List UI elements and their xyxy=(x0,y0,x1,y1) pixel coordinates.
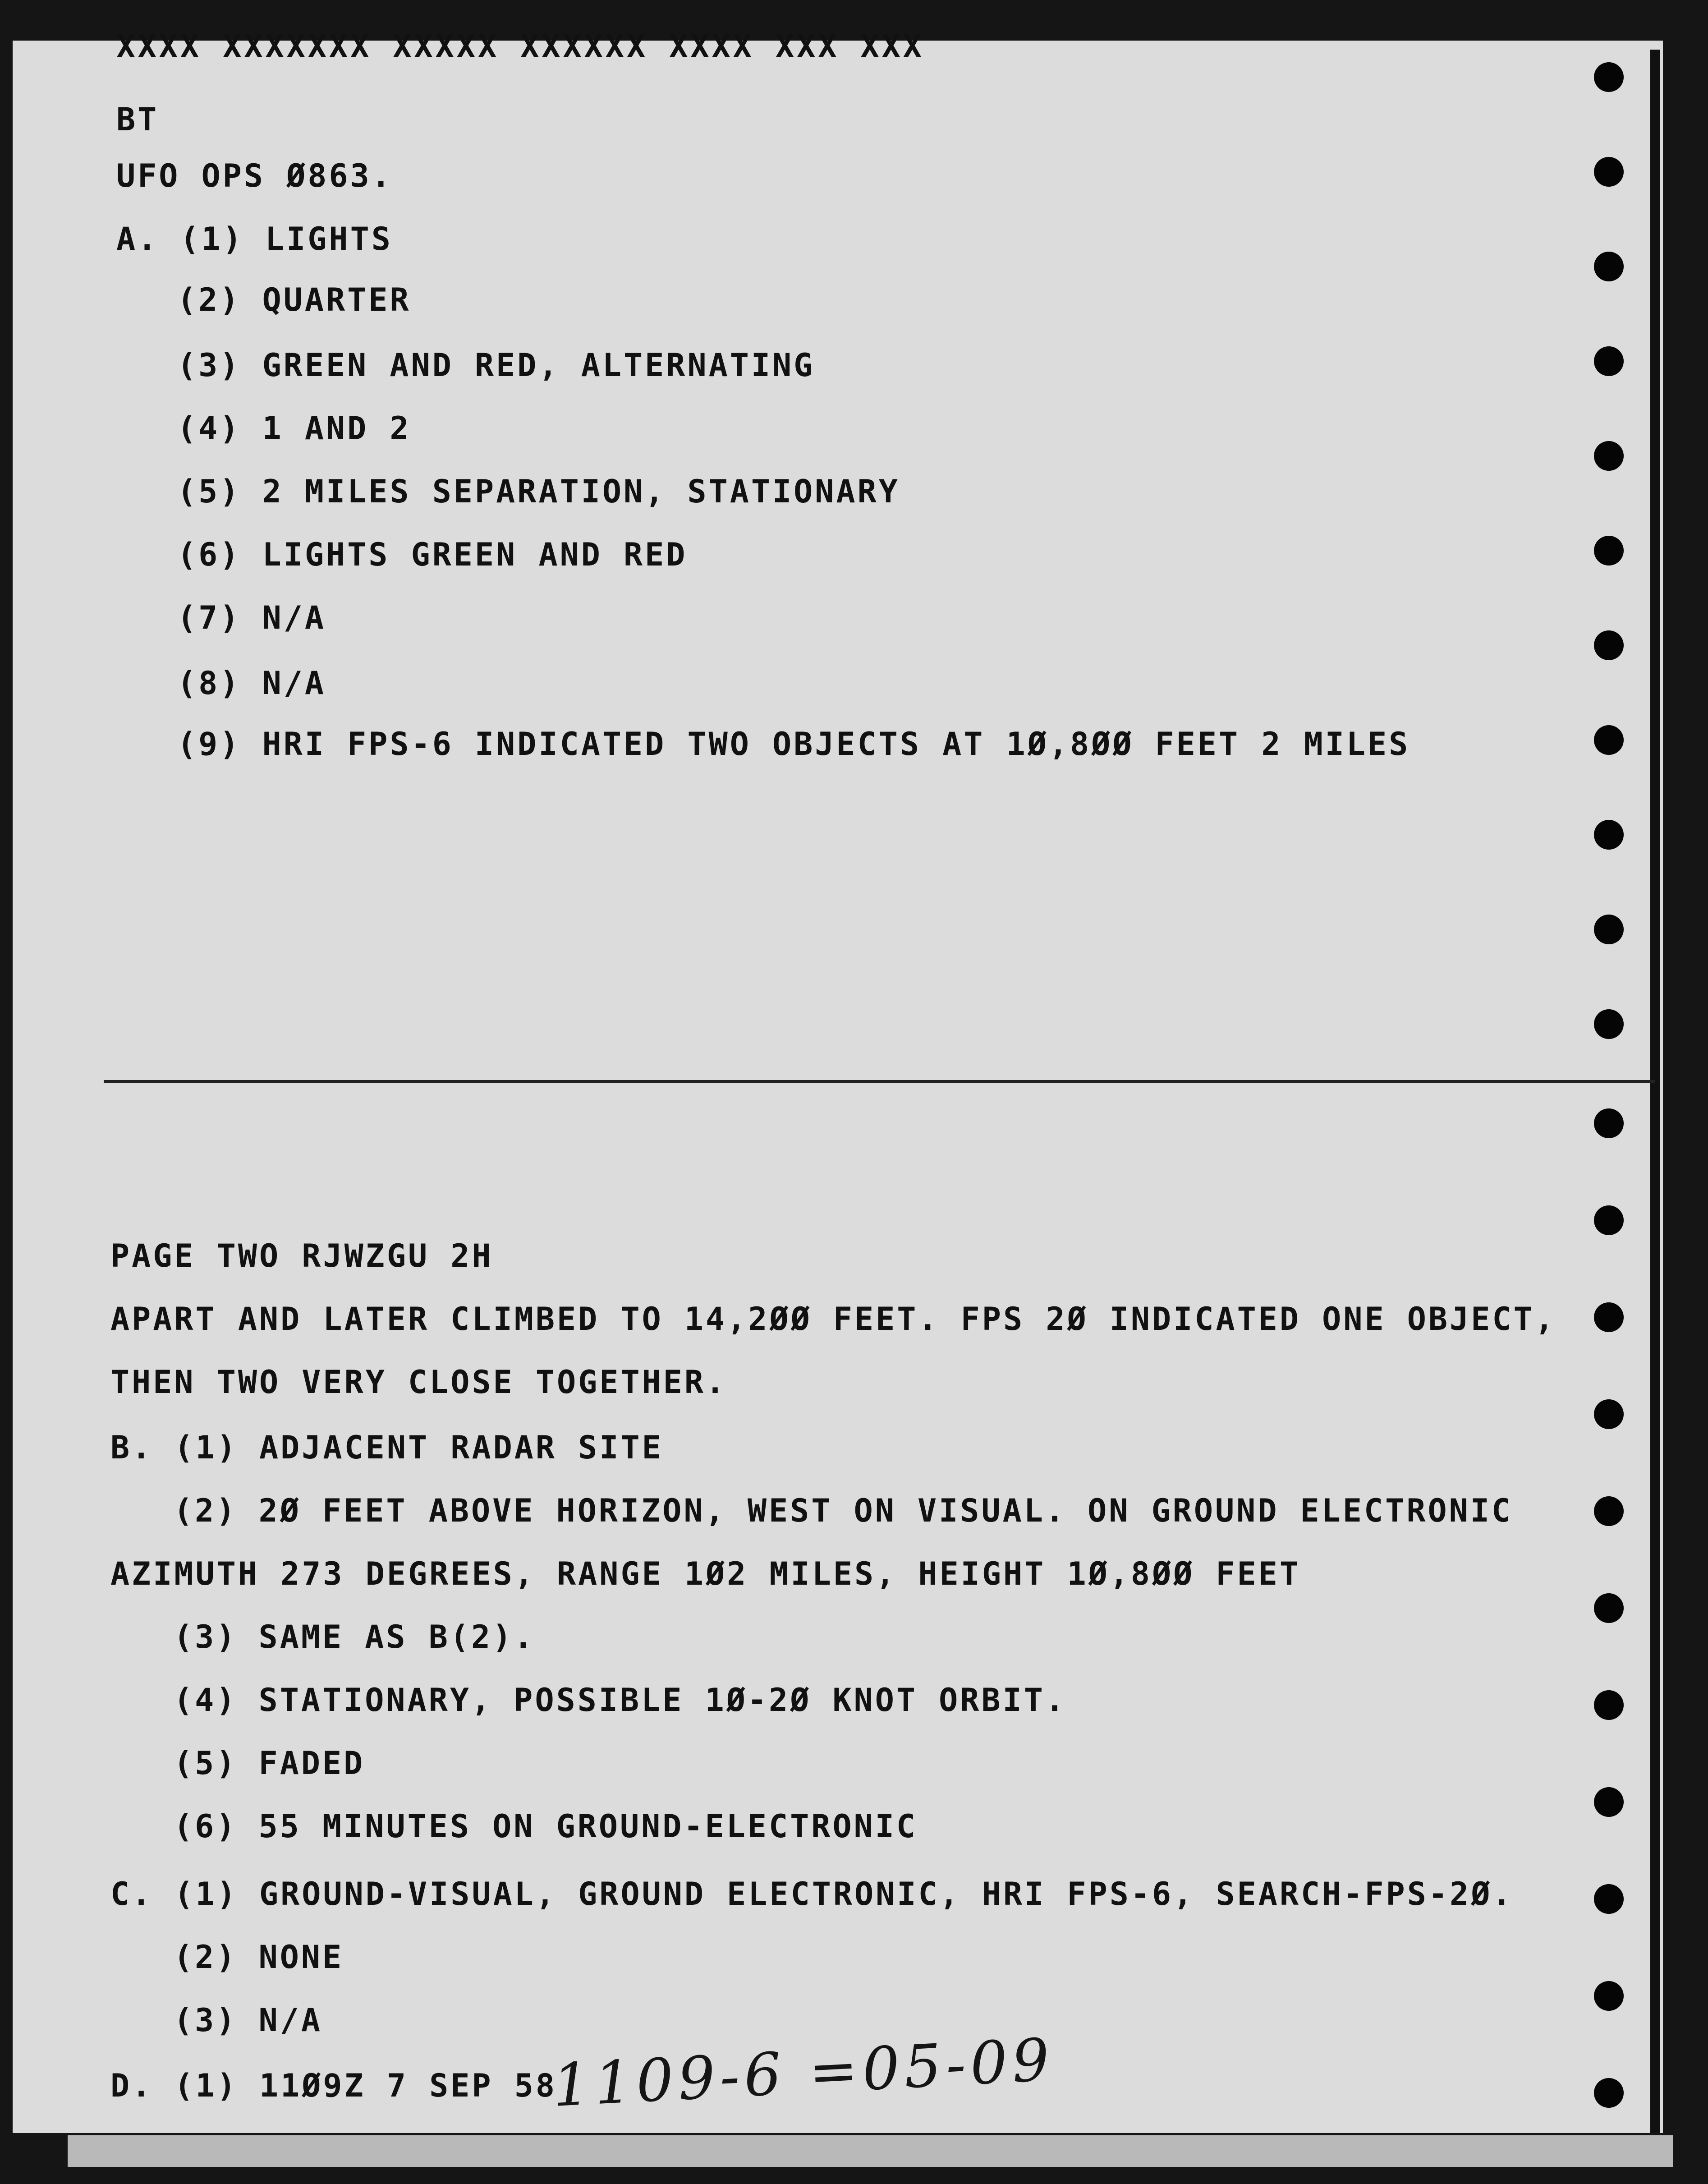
text-line: (4) 1 AND 2 xyxy=(177,410,411,447)
feed-hole xyxy=(1594,252,1624,281)
text-line: BT xyxy=(116,101,159,138)
feed-hole xyxy=(1594,630,1624,660)
text-line: D. (1) 11Ø9Z 7 SEP 58 xyxy=(110,2067,557,2104)
text-line: (2) 2Ø FEET ABOVE HORIZON, WEST ON VISUAL. ON GROUND ELECTRONIC xyxy=(174,1492,1513,1529)
text-line: (2) NONE xyxy=(174,1939,344,1976)
feed-hole xyxy=(1594,725,1624,755)
feed-hole xyxy=(1594,1981,1624,2011)
text-line: (6) LIGHTS GREEN AND RED xyxy=(177,536,688,573)
text-line: (3) GREEN AND RED, ALTERNATING xyxy=(177,347,815,384)
text-line: A. (1) LIGHTS xyxy=(116,221,393,257)
feed-hole xyxy=(1594,1108,1624,1138)
feed-hole xyxy=(1594,1496,1624,1526)
paper-right-edge xyxy=(1650,50,1660,2133)
text-line: (3) SAME AS B(2). xyxy=(174,1618,535,1655)
feed-hole xyxy=(1594,536,1624,566)
text-line: B. (1) ADJACENT RADAR SITE xyxy=(110,1429,663,1466)
feed-hole xyxy=(1594,441,1624,471)
text-line: PAGE TWO RJWZGU 2H xyxy=(110,1237,493,1274)
text-line: C. (1) GROUND-VISUAL, GROUND ELECTRONIC, HRI FPS-6, SEARCH-FPS-2Ø. xyxy=(110,1876,1514,1913)
cut-off-header-text: XXXX XXXXXXX XXXXX XXXXXX XXXX XXX XXX xyxy=(116,28,924,65)
text-line: (7) N/A xyxy=(177,599,326,636)
feed-hole xyxy=(1594,346,1624,376)
page-separator xyxy=(104,1080,1655,1083)
text-line: (8) N/A xyxy=(177,665,326,702)
feed-hole xyxy=(1594,1009,1624,1039)
text-line: (2) QUARTER xyxy=(177,281,411,318)
feed-hole xyxy=(1594,2078,1624,2108)
feed-hole xyxy=(1594,1593,1624,1623)
feed-hole xyxy=(1594,157,1624,187)
feed-hole xyxy=(1594,1205,1624,1235)
handwritten-note: 1109-6 =05-09 xyxy=(551,2025,1056,2120)
text-line: (4) STATIONARY, POSSIBLE 1Ø-2Ø KNOT ORBIT. xyxy=(174,1682,1067,1719)
text-line: AZIMUTH 273 DEGREES, RANGE 1Ø2 MILES, HEIGHT 1Ø,8ØØ FEET xyxy=(110,1555,1301,1592)
text-line: APART AND LATER CLIMBED TO 14,2ØØ FEET. FPS 2Ø INDICATED ONE OBJECT, xyxy=(110,1301,1556,1338)
cut-off-header xyxy=(116,28,924,65)
text-line: (9) HRI FPS-6 INDICATED TWO OBJECTS AT 1Ø,8ØØ FEET 2 MILES xyxy=(177,726,1410,763)
text-line: UFO OPS Ø863. xyxy=(116,157,393,194)
text-line: (6) 55 MINUTES ON GROUND-ELECTRONIC xyxy=(174,1808,918,1845)
feed-hole xyxy=(1594,1690,1624,1720)
text-line: (5) 2 MILES SEPARATION, STATIONARY xyxy=(177,473,900,510)
paper-bottom-strip xyxy=(68,2135,1673,2167)
feed-hole xyxy=(1594,62,1624,92)
text-line: THEN TWO VERY CLOSE TOGETHER. xyxy=(110,1364,727,1401)
feed-hole xyxy=(1594,1884,1624,1914)
tractor-feed-holes xyxy=(1594,0,1630,2184)
feed-hole xyxy=(1594,1302,1624,1332)
feed-hole xyxy=(1594,915,1624,944)
text-line: (5) FADED xyxy=(174,1745,365,1782)
feed-hole xyxy=(1594,1399,1624,1429)
feed-hole xyxy=(1594,1787,1624,1817)
text-line: (3) N/A xyxy=(174,2002,323,2039)
feed-hole xyxy=(1594,820,1624,850)
